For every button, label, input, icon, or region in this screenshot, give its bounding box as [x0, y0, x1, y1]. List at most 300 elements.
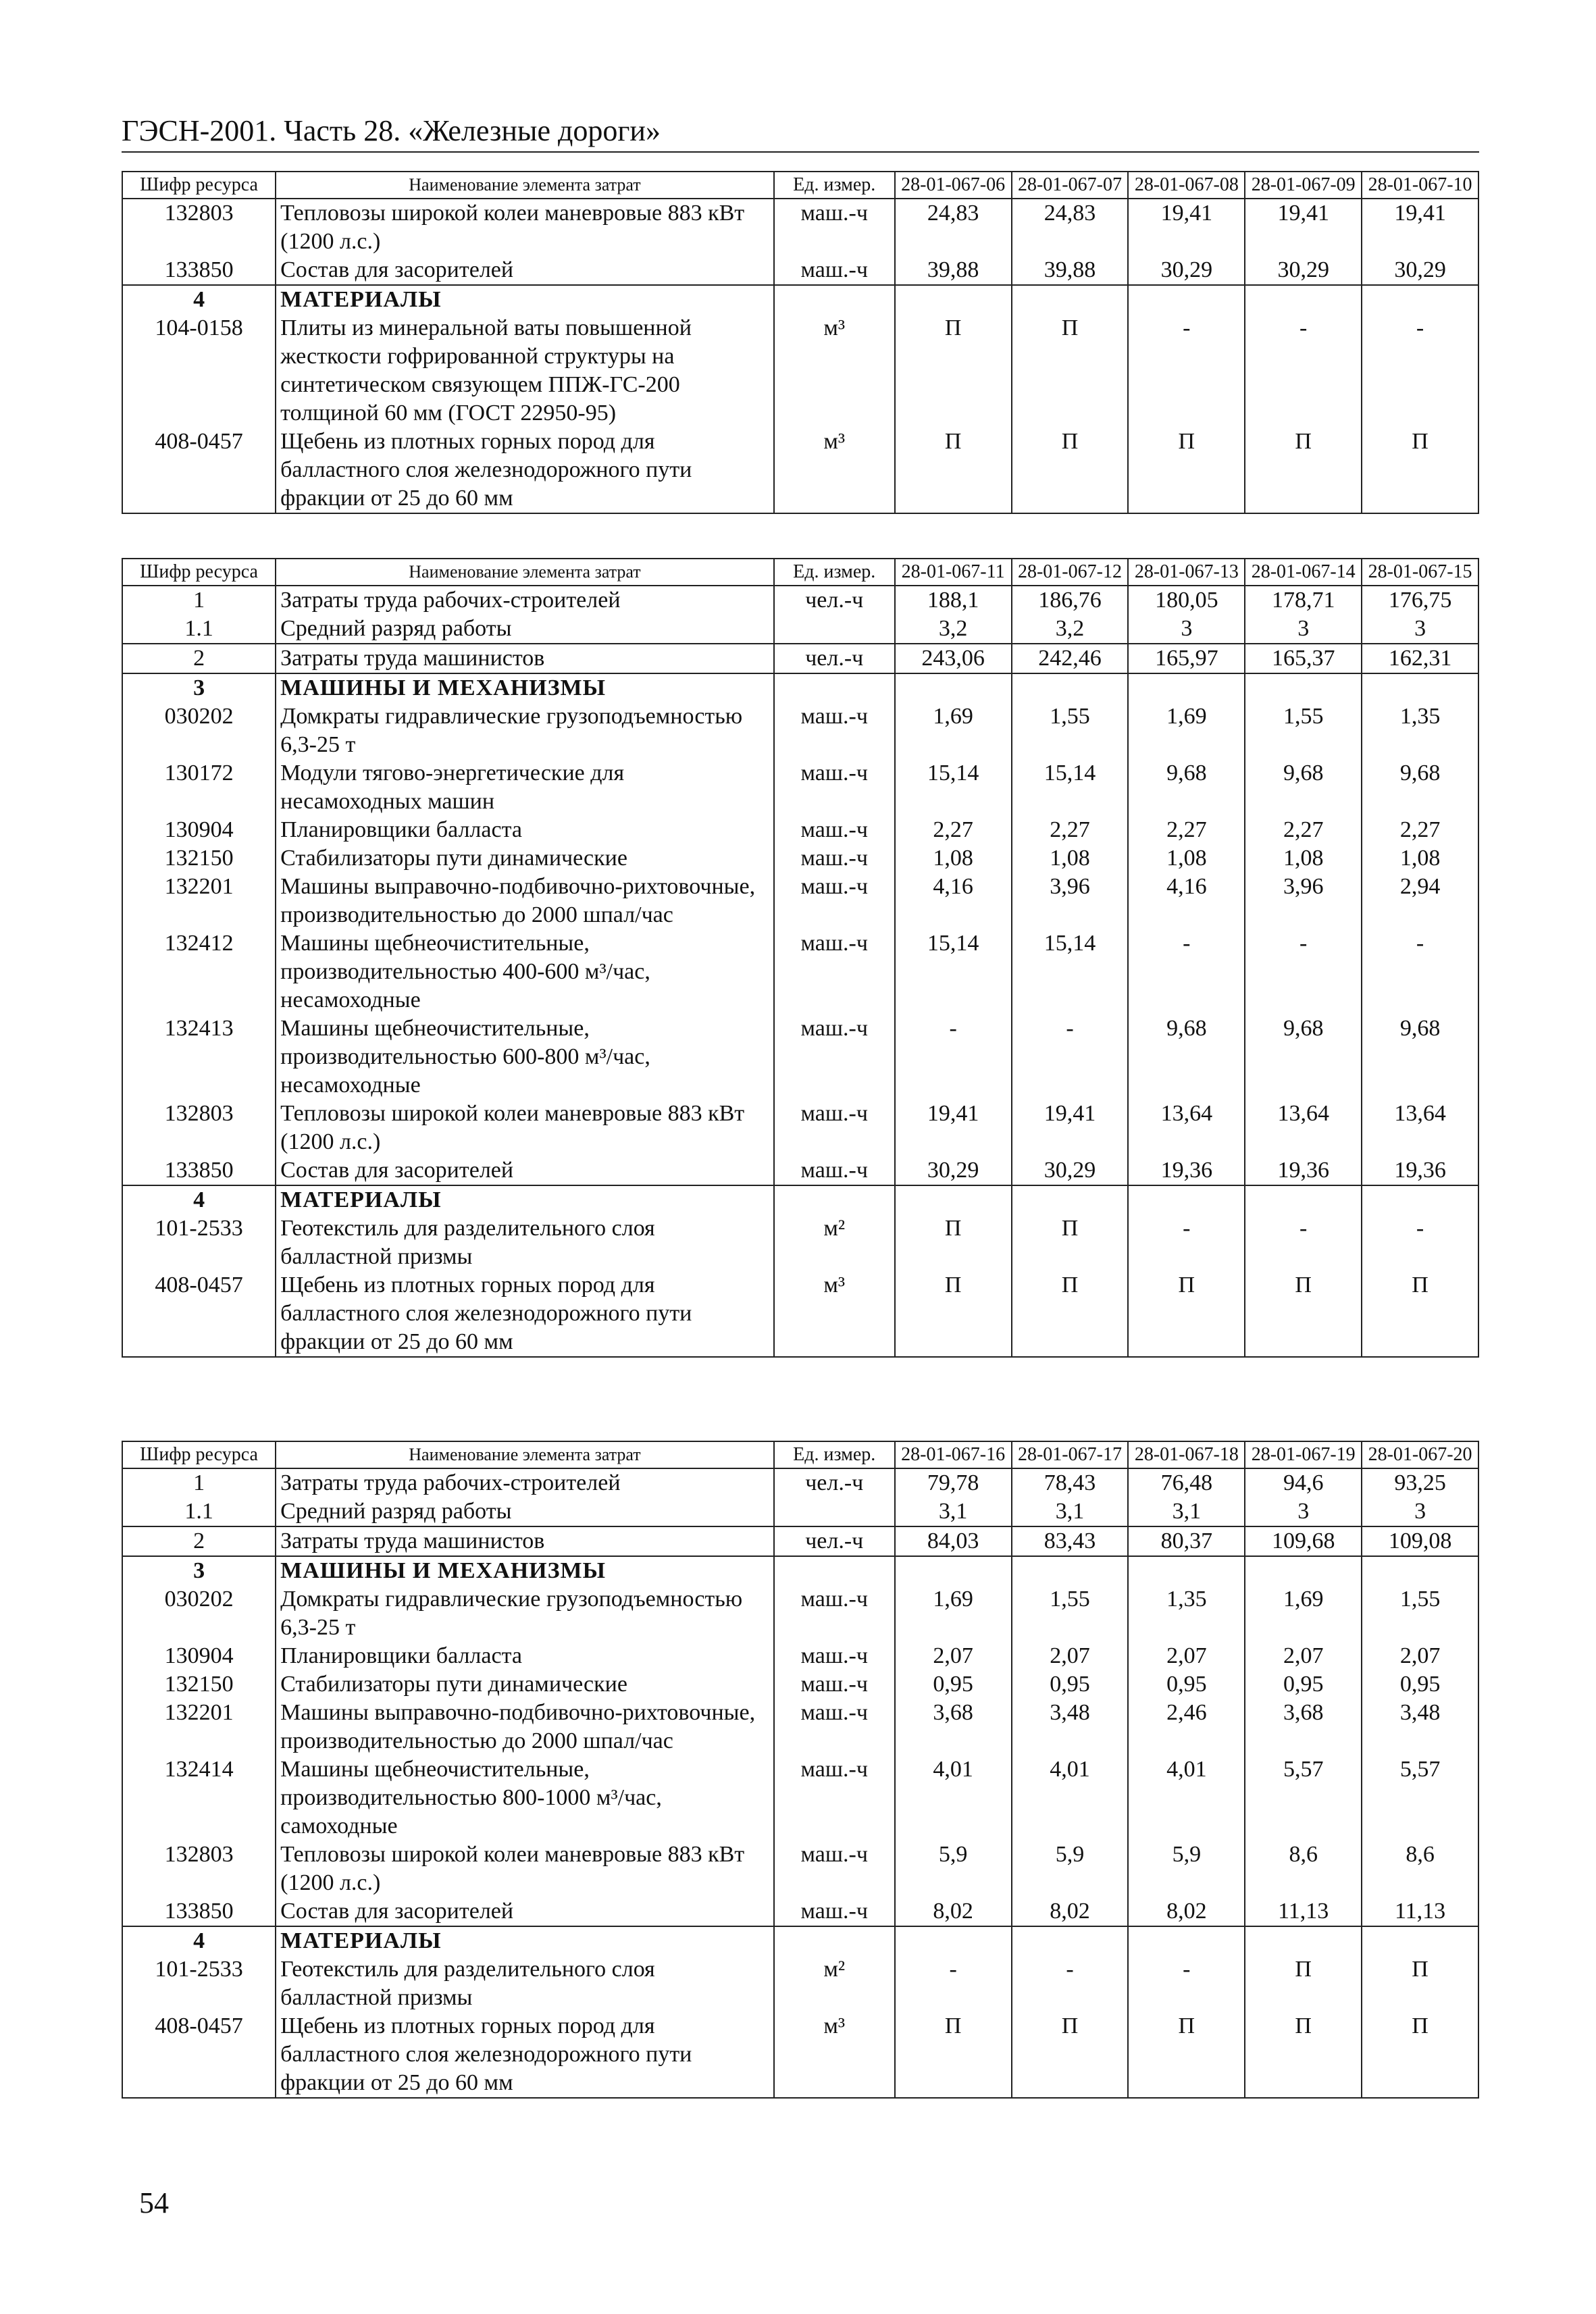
value-cell	[1362, 285, 1478, 314]
value-cell: 3,1	[1128, 1497, 1245, 1526]
header-norm-code: 28-01-067-09	[1245, 172, 1362, 199]
unit-cell	[774, 673, 895, 702]
value-cell: П	[1245, 1955, 1362, 2012]
resource-code: 2	[122, 1526, 276, 1556]
resource-code: 2	[122, 644, 276, 673]
header-norm-code: 28-01-067-08	[1128, 172, 1245, 199]
value-cell: П	[1128, 428, 1245, 513]
resource-code: 408-0457	[122, 2012, 276, 2098]
value-cell: 2,07	[1128, 1642, 1245, 1670]
value-cell: 8,02	[895, 1897, 1012, 1926]
table-body	[122, 1468, 1478, 2098]
value-cell: 2,27	[895, 816, 1012, 844]
header-norm-code: 28-01-067-20	[1362, 1441, 1478, 1468]
table-row	[122, 1468, 1478, 1497]
value-cell: 180,05	[1128, 586, 1245, 615]
value-cell: 3,1	[1012, 1497, 1129, 1526]
header-norm-code: 28-01-067-15	[1362, 559, 1478, 586]
unit-cell: чел.-ч	[774, 644, 895, 673]
value-cell: 5,9	[1012, 1841, 1129, 1897]
value-cell: 1,08	[1362, 844, 1478, 873]
value-cell	[1245, 1556, 1362, 1585]
value-cell: 5,57	[1362, 1755, 1478, 1841]
resource-name: Средний разряд работы	[276, 615, 774, 644]
value-cell: 15,14	[1012, 759, 1129, 816]
value-cell: 30,29	[1012, 1156, 1129, 1185]
value-cell: 39,88	[895, 256, 1012, 285]
value-cell: 3,48	[1362, 1699, 1478, 1755]
value-cell: 3	[1362, 1497, 1478, 1526]
unit-cell: маш.-ч	[774, 1755, 895, 1841]
value-cell	[895, 1185, 1012, 1214]
value-cell: 13,64	[1245, 1100, 1362, 1156]
value-cell	[1012, 673, 1129, 702]
resource-code: 1	[122, 586, 276, 615]
value-cell: -	[1128, 929, 1245, 1014]
table-row	[122, 1755, 1478, 1841]
resource-code: 132413	[122, 1014, 276, 1100]
value-cell: П	[1128, 2012, 1245, 2098]
value-cell: 19,36	[1362, 1156, 1478, 1185]
value-cell: -	[1362, 1214, 1478, 1271]
table-row	[122, 1897, 1478, 1926]
value-cell	[1245, 1185, 1362, 1214]
table-row	[122, 844, 1478, 873]
value-cell: 1,08	[1128, 844, 1245, 873]
resource-code: 132412	[122, 929, 276, 1014]
header-unit: Ед. измер.	[774, 172, 895, 199]
value-cell: 79,78	[895, 1468, 1012, 1497]
resource-code: 133850	[122, 256, 276, 285]
value-cell: -	[1128, 314, 1245, 428]
resource-code: 3	[122, 673, 276, 702]
value-cell: 9,68	[1245, 1014, 1362, 1100]
value-cell: 30,29	[1128, 256, 1245, 285]
resource-code: 4	[122, 1185, 276, 1214]
value-cell: П	[1362, 1271, 1478, 1357]
value-cell	[1362, 1556, 1478, 1585]
resource-name: Планировщики балласта	[276, 816, 774, 844]
value-cell: 76,48	[1128, 1468, 1245, 1497]
table-row	[122, 1014, 1478, 1100]
value-cell: 84,03	[895, 1526, 1012, 1556]
value-cell: П	[1362, 2012, 1478, 2098]
resource-name: Затраты труда рабочих-строителей	[276, 1468, 774, 1497]
value-cell: -	[1012, 1955, 1129, 2012]
value-cell: 0,95	[895, 1670, 1012, 1699]
value-cell: 9,68	[1362, 759, 1478, 816]
value-cell	[1245, 673, 1362, 702]
section-title: МАШИНЫ И МЕХАНИЗМЫ	[276, 673, 774, 702]
table-row	[122, 929, 1478, 1014]
resource-name: Домкраты гидравлические грузоподъемностью 6,3-25 т	[276, 702, 774, 759]
value-cell: 1,69	[1245, 1585, 1362, 1642]
value-cell: 188,1	[895, 586, 1012, 615]
value-cell: 4,16	[1128, 873, 1245, 929]
value-cell: 2,07	[1362, 1642, 1478, 1670]
table-row	[122, 1497, 1478, 1526]
value-cell: -	[1362, 314, 1478, 428]
unit-cell: маш.-ч	[774, 759, 895, 816]
table-row	[122, 759, 1478, 816]
value-cell: 2,94	[1362, 873, 1478, 929]
resource-code: 4	[122, 285, 276, 314]
value-cell: -	[1012, 1014, 1129, 1100]
header-name: Наименование элемента затрат	[276, 172, 774, 199]
resource-code: 1	[122, 1468, 276, 1497]
resource-name: Машины щебнеочистительные, производительностью 400-600 м³/час, несамоходные	[276, 929, 774, 1014]
value-cell: 4,01	[895, 1755, 1012, 1841]
header-norm-code: 28-01-067-19	[1245, 1441, 1362, 1468]
unit-cell	[774, 1185, 895, 1214]
value-cell: П	[1245, 2012, 1362, 2098]
resource-name: Геотекстиль для разделительного слоя балластной призмы	[276, 1955, 774, 2012]
table-header	[122, 1441, 1478, 1468]
value-cell: 3,1	[895, 1497, 1012, 1526]
value-cell: 30,29	[1362, 256, 1478, 285]
value-cell: 3,96	[1012, 873, 1129, 929]
header-unit: Ед. измер.	[774, 559, 895, 586]
value-cell	[1128, 673, 1245, 702]
table-row	[122, 1670, 1478, 1699]
resource-code: 104-0158	[122, 314, 276, 428]
value-cell: 93,25	[1362, 1468, 1478, 1497]
resource-name: Модули тягово-энергетические для несамоходных машин	[276, 759, 774, 816]
table-body	[122, 199, 1478, 513]
resource-name: Щебень из плотных горных пород для балластного слоя железнодорожного пути фракции от 25 до 60 мм	[276, 2012, 774, 2098]
value-cell: 1,69	[895, 702, 1012, 759]
value-cell: 1,69	[895, 1585, 1012, 1642]
value-cell: 94,6	[1245, 1468, 1362, 1497]
page-header-title: ГЭСН-2001. Часть 28. «Железные дороги»	[122, 113, 1479, 153]
value-cell: 9,68	[1128, 759, 1245, 816]
header-row	[122, 172, 1478, 199]
header-norm-code: 28-01-067-17	[1012, 1441, 1129, 1468]
resource-code: 030202	[122, 1585, 276, 1642]
table-row	[122, 2012, 1478, 2098]
value-cell: 3,96	[1245, 873, 1362, 929]
resource-name: Затраты труда рабочих-строителей	[276, 586, 774, 615]
unit-cell: маш.-ч	[774, 702, 895, 759]
resource-table	[122, 171, 1479, 514]
value-cell: 0,95	[1128, 1670, 1245, 1699]
value-cell: 19,41	[1012, 1100, 1129, 1156]
value-cell: П	[1362, 428, 1478, 513]
resource-code: 408-0457	[122, 1271, 276, 1357]
value-cell: П	[895, 1271, 1012, 1357]
unit-cell: м³	[774, 314, 895, 428]
value-cell: 11,13	[1362, 1897, 1478, 1926]
unit-cell	[774, 615, 895, 644]
table-row	[122, 1526, 1478, 1556]
unit-cell: маш.-ч	[774, 844, 895, 873]
unit-cell: маш.-ч	[774, 1670, 895, 1699]
value-cell: 2,27	[1012, 816, 1129, 844]
header-norm-code: 28-01-067-07	[1012, 172, 1129, 199]
value-cell: 9,68	[1128, 1014, 1245, 1100]
header-name: Наименование элемента затрат	[276, 559, 774, 586]
value-cell: 15,14	[895, 929, 1012, 1014]
unit-cell: маш.-ч	[774, 1585, 895, 1642]
value-cell: 1,55	[1012, 702, 1129, 759]
value-cell: 162,31	[1362, 644, 1478, 673]
resource-code: 130904	[122, 816, 276, 844]
unit-cell: м³	[774, 428, 895, 513]
table-row	[122, 1214, 1478, 1271]
value-cell: 1,08	[1245, 844, 1362, 873]
value-cell: П	[895, 428, 1012, 513]
resource-name: Домкраты гидравлические грузоподъемностью 6,3-25 т	[276, 1585, 774, 1642]
header-norm-code: 28-01-067-16	[895, 1441, 1012, 1468]
unit-cell	[774, 1926, 895, 1955]
section-title: МАТЕРИАЛЫ	[276, 285, 774, 314]
value-cell: 11,13	[1245, 1897, 1362, 1926]
resource-code: 132803	[122, 199, 276, 256]
value-cell: 3,68	[1245, 1699, 1362, 1755]
value-cell: 1,35	[1362, 702, 1478, 759]
resource-name: Щебень из плотных горных пород для балластного слоя железнодорожного пути фракции от 25 до 60 мм	[276, 428, 774, 513]
value-cell: 243,06	[895, 644, 1012, 673]
unit-cell: маш.-ч	[774, 816, 895, 844]
value-cell: П	[1012, 314, 1129, 428]
table-body	[122, 586, 1478, 1357]
value-cell: 15,14	[895, 759, 1012, 816]
resource-table-block-3	[122, 1441, 1479, 2099]
section-row	[122, 1556, 1478, 1585]
resource-code: 3	[122, 1556, 276, 1585]
value-cell: 19,41	[1245, 199, 1362, 256]
value-cell: 165,37	[1245, 644, 1362, 673]
header-norm-code: 28-01-067-13	[1128, 559, 1245, 586]
resource-code: 132201	[122, 873, 276, 929]
value-cell: 24,83	[895, 199, 1012, 256]
unit-cell: чел.-ч	[774, 586, 895, 615]
table-row	[122, 1955, 1478, 2012]
value-cell	[1128, 1185, 1245, 1214]
value-cell: П	[1012, 428, 1129, 513]
table-row	[122, 428, 1478, 513]
value-cell: П	[1012, 2012, 1129, 2098]
unit-cell	[774, 285, 895, 314]
table-row	[122, 314, 1478, 428]
value-cell	[895, 1556, 1012, 1585]
resource-name: Геотекстиль для разделительного слоя балластной призмы	[276, 1214, 774, 1271]
value-cell: 3	[1245, 1497, 1362, 1526]
resource-name: Машины щебнеочистительные, производительностью 600-800 м³/час, несамоходные	[276, 1014, 774, 1100]
value-cell: 165,97	[1128, 644, 1245, 673]
resource-code: 1.1	[122, 615, 276, 644]
table-row	[122, 1585, 1478, 1642]
resource-name: Тепловозы широкой колеи маневровые 883 кВт (1200 л.с.)	[276, 1100, 774, 1156]
value-cell: П	[1362, 1955, 1478, 2012]
value-cell: 19,41	[1362, 199, 1478, 256]
header-norm-code: 28-01-067-10	[1362, 172, 1478, 199]
resource-name: Состав для засорителей	[276, 1156, 774, 1185]
value-cell: 2,07	[895, 1642, 1012, 1670]
header-norm-code: 28-01-067-18	[1128, 1441, 1245, 1468]
resource-name: Средний разряд работы	[276, 1497, 774, 1526]
value-cell: 30,29	[895, 1156, 1012, 1185]
section-title: МАТЕРИАЛЫ	[276, 1185, 774, 1214]
value-cell: П	[1245, 428, 1362, 513]
resource-table	[122, 558, 1479, 1358]
value-cell: П	[1128, 1271, 1245, 1357]
table-row	[122, 1271, 1478, 1357]
header-name: Наименование элемента затрат	[276, 1441, 774, 1468]
unit-cell: м²	[774, 1214, 895, 1271]
value-cell	[1128, 285, 1245, 314]
value-cell	[1245, 285, 1362, 314]
value-cell: -	[1362, 929, 1478, 1014]
section-row	[122, 673, 1478, 702]
value-cell: 1,55	[1012, 1585, 1129, 1642]
value-cell: 78,43	[1012, 1468, 1129, 1497]
value-cell	[895, 1926, 1012, 1955]
header-code: Шифр ресурса	[122, 1441, 276, 1468]
value-cell: -	[1128, 1214, 1245, 1271]
value-cell: 24,83	[1012, 199, 1129, 256]
resource-code: 130904	[122, 1642, 276, 1670]
value-cell: П	[1012, 1214, 1129, 1271]
value-cell: 4,16	[895, 873, 1012, 929]
resource-name: Тепловозы широкой колеи маневровые 883 кВт (1200 л.с.)	[276, 1841, 774, 1897]
value-cell: 1,08	[1012, 844, 1129, 873]
value-cell: 1,55	[1362, 1585, 1478, 1642]
value-cell: 15,14	[1012, 929, 1129, 1014]
table-row	[122, 615, 1478, 644]
header-row	[122, 559, 1478, 586]
value-cell: 3,2	[1012, 615, 1129, 644]
value-cell: 1,69	[1128, 702, 1245, 759]
value-cell: 2,07	[1012, 1642, 1129, 1670]
value-cell: 109,68	[1245, 1526, 1362, 1556]
value-cell	[1012, 1926, 1129, 1955]
value-cell: 13,64	[1128, 1100, 1245, 1156]
unit-cell: маш.-ч	[774, 1699, 895, 1755]
value-cell: 176,75	[1362, 586, 1478, 615]
value-cell: 80,37	[1128, 1526, 1245, 1556]
value-cell	[1012, 285, 1129, 314]
value-cell: 5,9	[895, 1841, 1012, 1897]
unit-cell: м³	[774, 1271, 895, 1357]
section-row	[122, 1926, 1478, 1955]
value-cell: -	[895, 1955, 1012, 2012]
resource-name: Состав для засорителей	[276, 256, 774, 285]
resource-code: 132803	[122, 1841, 276, 1897]
value-cell	[895, 673, 1012, 702]
resource-name: Состав для засорителей	[276, 1897, 774, 1926]
table-header	[122, 559, 1478, 586]
resource-table-block-1	[122, 171, 1479, 514]
value-cell	[895, 285, 1012, 314]
resource-code: 1.1	[122, 1497, 276, 1526]
unit-cell: маш.-ч	[774, 929, 895, 1014]
resource-code: 030202	[122, 702, 276, 759]
resource-code: 132201	[122, 1699, 276, 1755]
resource-name: Стабилизаторы пути динамические	[276, 844, 774, 873]
value-cell: 8,02	[1012, 1897, 1129, 1926]
value-cell: 3,2	[895, 615, 1012, 644]
value-cell: -	[1245, 929, 1362, 1014]
table-row	[122, 644, 1478, 673]
resource-code: 133850	[122, 1897, 276, 1926]
table-row	[122, 816, 1478, 844]
section-row	[122, 1185, 1478, 1214]
value-cell: 109,08	[1362, 1526, 1478, 1556]
resource-table-block-2	[122, 558, 1479, 1358]
value-cell: 19,41	[895, 1100, 1012, 1156]
value-cell: 2,46	[1128, 1699, 1245, 1755]
unit-cell: чел.-ч	[774, 1526, 895, 1556]
section-row	[122, 285, 1478, 314]
value-cell: 19,36	[1128, 1156, 1245, 1185]
header-norm-code: 28-01-067-14	[1245, 559, 1362, 586]
header-code: Шифр ресурса	[122, 559, 276, 586]
value-cell: 19,41	[1128, 199, 1245, 256]
value-cell: 8,6	[1245, 1841, 1362, 1897]
value-cell: 1,08	[895, 844, 1012, 873]
value-cell: 39,88	[1012, 256, 1129, 285]
value-cell: П	[1012, 1271, 1129, 1357]
value-cell	[1012, 1556, 1129, 1585]
resource-code: 101-2533	[122, 1214, 276, 1271]
value-cell: 4,01	[1012, 1755, 1129, 1841]
value-cell: 186,76	[1012, 586, 1129, 615]
table-row	[122, 1841, 1478, 1897]
resource-name: Затраты труда машинистов	[276, 1526, 774, 1556]
value-cell: 5,57	[1245, 1755, 1362, 1841]
value-cell: 30,29	[1245, 256, 1362, 285]
value-cell: П	[1245, 1271, 1362, 1357]
value-cell: -	[1245, 1214, 1362, 1271]
unit-cell: м²	[774, 1955, 895, 2012]
value-cell	[1128, 1926, 1245, 1955]
value-cell	[1245, 1926, 1362, 1955]
unit-cell: маш.-ч	[774, 1014, 895, 1100]
table-row	[122, 199, 1478, 256]
value-cell: 178,71	[1245, 586, 1362, 615]
value-cell	[1012, 1185, 1129, 1214]
header-norm-code: 28-01-067-12	[1012, 559, 1129, 586]
value-cell: -	[1128, 1955, 1245, 2012]
value-cell: -	[1245, 314, 1362, 428]
value-cell: 9,68	[1362, 1014, 1478, 1100]
table-row	[122, 1699, 1478, 1755]
unit-cell: маш.-ч	[774, 1100, 895, 1156]
unit-cell	[774, 1497, 895, 1526]
value-cell: 242,46	[1012, 644, 1129, 673]
unit-cell	[774, 1556, 895, 1585]
unit-cell: маш.-ч	[774, 1841, 895, 1897]
value-cell: 3,48	[1012, 1699, 1129, 1755]
value-cell: 2,07	[1245, 1642, 1362, 1670]
value-cell: 3,68	[895, 1699, 1012, 1755]
value-cell: П	[895, 314, 1012, 428]
value-cell: 0,95	[1245, 1670, 1362, 1699]
resource-name: Тепловозы широкой колеи маневровые 883 кВт (1200 л.с.)	[276, 199, 774, 256]
table-header	[122, 172, 1478, 199]
value-cell: 2,27	[1245, 816, 1362, 844]
value-cell: 3	[1128, 615, 1245, 644]
resource-name: Машины выправочно-подбивочно-рихтовочные, производительностью до 2000 шпал/час	[276, 1699, 774, 1755]
resource-code: 132803	[122, 1100, 276, 1156]
resource-code: 132150	[122, 844, 276, 873]
page-number: 54	[139, 2186, 169, 2219]
unit-cell: маш.-ч	[774, 1156, 895, 1185]
table-row	[122, 702, 1478, 759]
resource-name: Плиты из минеральной ваты повышенной жесткости гофрированной структуры на синтетическом связующем ППЖ-ГС-200 толщиной 60 мм (ГОСТ 22950-95)	[276, 314, 774, 428]
value-cell: 13,64	[1362, 1100, 1478, 1156]
